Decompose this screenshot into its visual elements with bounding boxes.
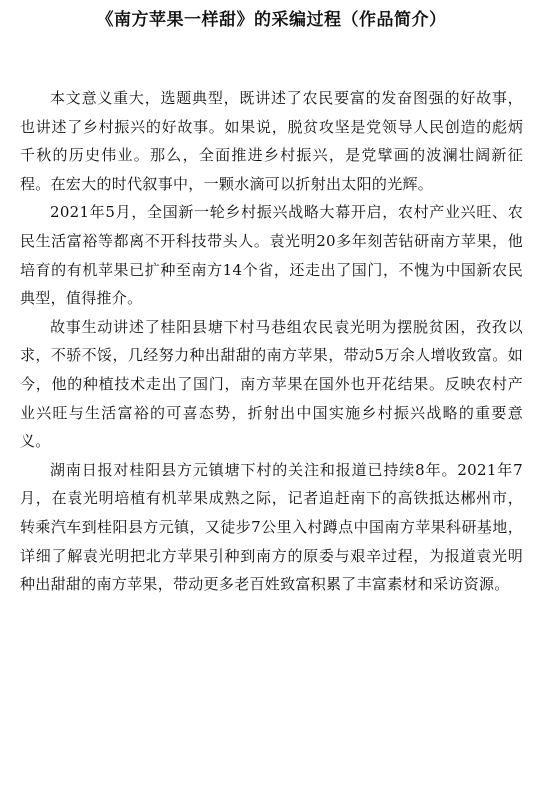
paragraph-significance: 本文意义重大，选题典型，既讲述了农民要富的发奋图强的好故事，也讲述了乡村振兴的好故事。如果说，脱贫攻坚是党领导人民创造的彪炳千秋的历史伟业。那么，全面推进乡村振兴，是党擘画的波澜壮阔新征程。在宏大的时代叙事中，一颗水滴可以折射出太阳的光辉。	[20, 89, 523, 193]
paragraph-background: 2021年5月，全国新一轮乡村振兴战略大幕开启，农村产业兴旺、农民生活富裕等都离不开科技带头人。袁光明20多年刻苦钻研南方苹果，他培育的有机苹果已扩种至南方14个省，还走出了国门，不愧为中国新农民典型，值得推介。	[20, 203, 523, 308]
document-title: 《南方苹果一样甜》的采编过程（作品简介）	[96, 10, 447, 30]
document-body	[20, 84, 523, 599]
paragraph-reporting: 湖南日报对桂阳县方元镇塘下村的关注和报道已持续8年。2021年7月，在袁光明培植有机苹果成熟之际，记者追赶南下的高铁抵达郴州市，转乘汽车到桂阳县方元镇，又徒步7公里入村蹲点中国南方苹果科研基地，详细了解袁光明把北方苹果引种到南方的原委与艰辛过程，为报道袁光明种出甜甜的南方苹果，带动更多老百姓致富积累了丰富素材和采访资源。	[20, 460, 523, 594]
paragraph-story: 故事生动讲述了桂阳县塘下村马巷组农民袁光明为摆脱贫困，孜孜以求，不骄不馁，几经努力种出甜甜的南方苹果，带动5万余人增收致富。如今，他的种植技术走出了国门，南方苹果在国外也开花结果。反映农村产业兴旺与生活富裕的可喜态势，折射出中国实施乡村振兴战略的重要意义。	[20, 317, 523, 451]
